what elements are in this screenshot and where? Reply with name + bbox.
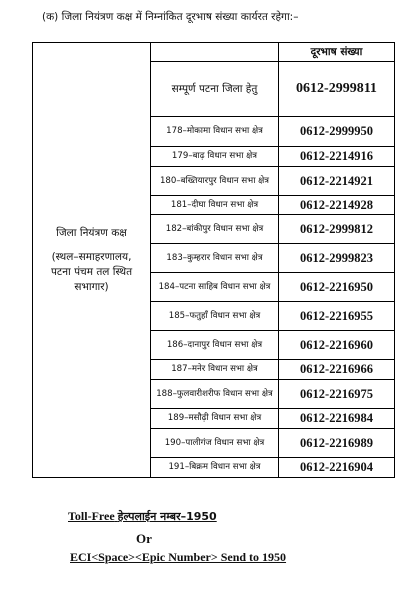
constituency-phone-cell: 0612-2999812 bbox=[279, 215, 395, 244]
control-room-location-line: सभागार) bbox=[74, 280, 109, 293]
constituency-name-cell: 179–बाढ़ विधान सभा क्षेत्र bbox=[151, 147, 279, 167]
header-blank-cell bbox=[151, 43, 279, 62]
sms-instruction: ECI<Space><Epic Number> Send to 1950 bbox=[70, 550, 287, 564]
control-room-table bbox=[32, 42, 395, 478]
control-room-name: जिला नियंत्रण कक्ष bbox=[56, 226, 127, 239]
constituency-phone-cell: 0612-2999950 bbox=[279, 117, 395, 147]
constituency-name-cell: 189–मसौढ़ी विधान सभा क्षेत्र bbox=[151, 409, 279, 429]
constituency-name-cell: 187–मनेर विधान सभा क्षेत्र bbox=[151, 360, 279, 380]
constituency-name-cell: 184–पटना साहिब विधान सभा क्षेत्र bbox=[151, 273, 279, 302]
constituency-name-cell: 188–फुलवारीशरीफ विधान सभा क्षेत्र bbox=[151, 380, 279, 409]
constituency-name-cell: 182–बांकीपुर विधान सभा क्षेत्र bbox=[151, 215, 279, 244]
constituency-name-cell: 178–मोकामा विधान सभा क्षेत्र bbox=[151, 117, 279, 147]
constituency-phone-cell: 0612-2216960 bbox=[279, 331, 395, 360]
header-phone-cell: दूरभाष संख्या bbox=[279, 43, 395, 62]
constituency-phone-cell: 0612-2216975 bbox=[279, 380, 395, 409]
constituency-phone-cell: 0612-2216904 bbox=[279, 458, 395, 478]
constituency-name-cell: 183–कुम्हरार विधान सभा क्षेत्र bbox=[151, 244, 279, 273]
district-phone-cell: 0612-2999811 bbox=[279, 62, 395, 117]
constituency-phone-cell: 0612-2216950 bbox=[279, 273, 395, 302]
constituency-name-cell: 181–दीघा विधान सभा क्षेत्र bbox=[151, 196, 279, 215]
control-room-cell bbox=[33, 43, 151, 478]
or-text: Or bbox=[136, 531, 152, 546]
control-room-location-line: पटना पंचम तल स्थित bbox=[50, 265, 133, 278]
constituency-name-cell: 190–पालीगंज विधान सभा क्षेत्र bbox=[151, 429, 279, 458]
constituency-name-cell: 186–दानापुर विधान सभा क्षेत्र bbox=[151, 331, 279, 360]
constituency-phone-cell: 0612-2214921 bbox=[279, 167, 395, 196]
constituency-phone-cell: 0612-2214928 bbox=[279, 196, 395, 215]
constituency-phone-cell: 0612-2216966 bbox=[279, 360, 395, 380]
constituency-name-cell: 191–बिक्रम विधान सभा क्षेत्र bbox=[151, 458, 279, 478]
constituency-name-cell: 180–बख्तियारपुर विधान सभा क्षेत्र bbox=[151, 167, 279, 196]
tollfree-prefix: Toll-Free bbox=[68, 509, 115, 523]
constituency-phone-cell: 0612-2216989 bbox=[279, 429, 395, 458]
constituency-phone-cell: 0612-2214916 bbox=[279, 147, 395, 167]
intro-heading: (क) जिला नियंत्रण कक्ष में निम्नांकित दूरभाष संख्या कार्यरत रहेगा:– bbox=[42, 11, 299, 23]
tollfree-text: हेल्पलाईन नम्बर–1950 bbox=[117, 510, 217, 523]
tollfree-helpline bbox=[68, 509, 217, 524]
constituency-phone-cell: 0612-2216955 bbox=[279, 302, 395, 331]
district-area-cell: सम्पूर्ण पटना जिला हेतु bbox=[151, 62, 279, 117]
constituency-name-cell: 185–फतुहाँ विधान सभा क्षेत्र bbox=[151, 302, 279, 331]
constituency-phone-cell: 0612-2999823 bbox=[279, 244, 395, 273]
constituency-phone-cell: 0612-2216984 bbox=[279, 409, 395, 429]
control-room-location-line: (स्थल–समाहरणालय, bbox=[51, 250, 132, 263]
